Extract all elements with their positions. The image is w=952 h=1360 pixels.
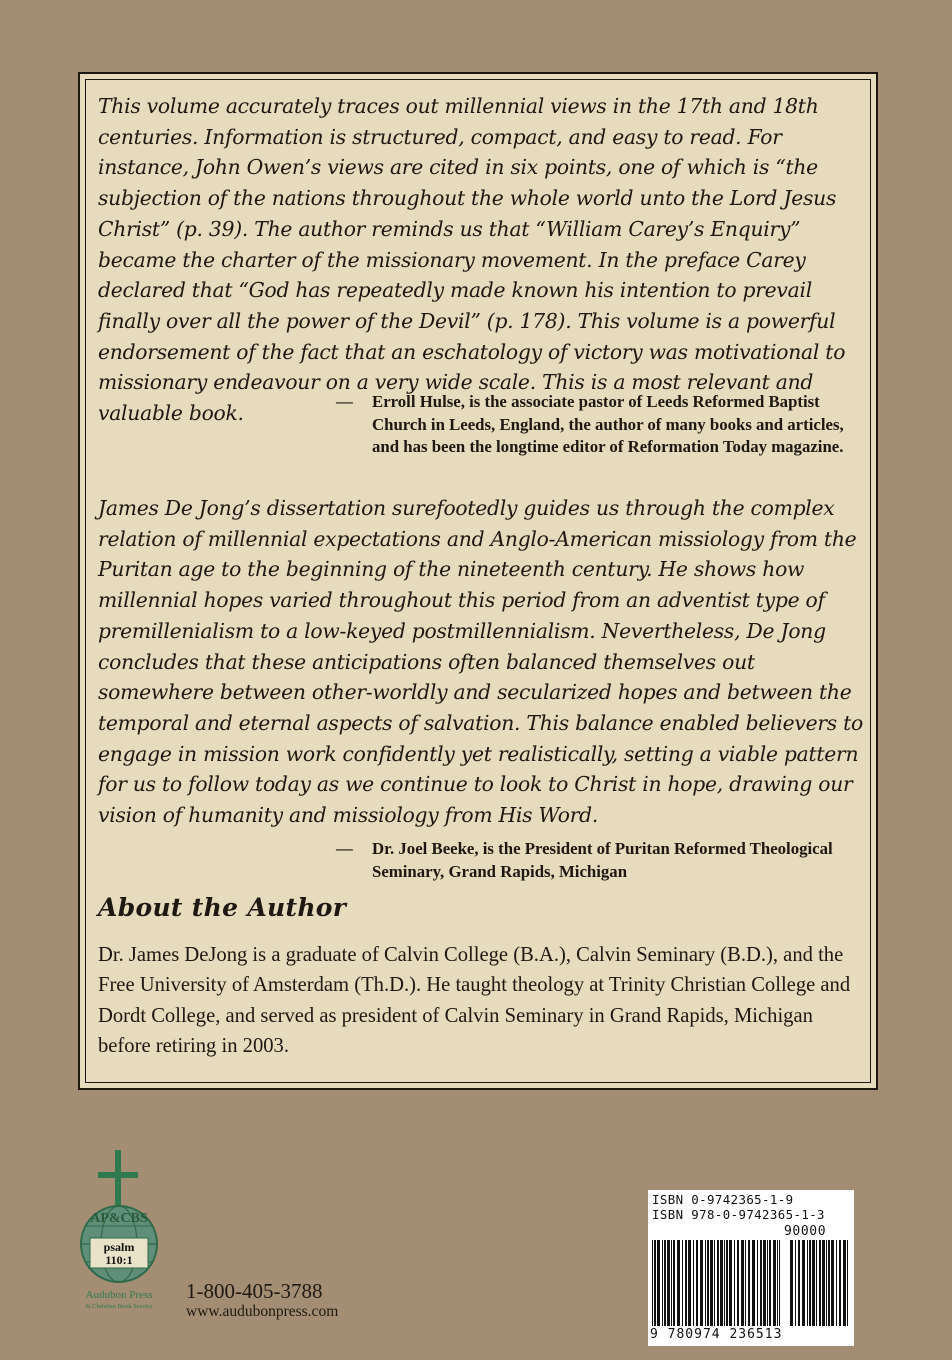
barcode-bar bbox=[737, 1240, 739, 1326]
barcode-bar bbox=[779, 1240, 780, 1326]
ean-number: 9 780974 236513 bbox=[650, 1327, 783, 1342]
barcode-bar bbox=[802, 1240, 805, 1326]
barcode-bar bbox=[819, 1240, 821, 1326]
logo-ap-cbs: AP&CBS bbox=[90, 1211, 148, 1226]
review-1-attribution-block bbox=[336, 391, 862, 459]
barcode-bar bbox=[809, 1240, 811, 1326]
barcode-bar bbox=[696, 1240, 698, 1326]
barcode-bar bbox=[724, 1240, 725, 1326]
barcode-bar bbox=[812, 1240, 815, 1326]
barcode-bar bbox=[720, 1240, 723, 1326]
barcode-bar bbox=[710, 1240, 713, 1326]
barcode-bar bbox=[839, 1240, 841, 1326]
publisher-logo bbox=[64, 1148, 174, 1318]
barcode-bar bbox=[688, 1240, 691, 1326]
barcode-bar bbox=[760, 1240, 762, 1326]
barcode-bar bbox=[836, 1240, 837, 1326]
barcode-bar bbox=[826, 1240, 827, 1326]
barcode-bar bbox=[752, 1240, 755, 1326]
barcode-bar bbox=[714, 1240, 715, 1326]
barcode-bar bbox=[726, 1240, 728, 1326]
logo-psalm: psalm bbox=[103, 1240, 135, 1254]
price-code: 90000 bbox=[784, 1224, 827, 1239]
barcode-bar bbox=[685, 1240, 687, 1326]
barcode-bar bbox=[673, 1240, 675, 1326]
barcode-bar bbox=[777, 1240, 778, 1326]
barcode-bar bbox=[763, 1240, 766, 1326]
about-author-text: Dr. James DeJong is a graduate of Calvin College (B.A.), Calvin Seminary (B.D.), and the Free University of Amsterdam (Th.D.). He taught theology at Trinity Christian College and Dordt College, and served as president of Calvin Seminary in Grand Rapids, Michigan before retiring in 2003. bbox=[98, 944, 851, 1057]
barcode-bar bbox=[667, 1240, 670, 1326]
review-2-dash: — bbox=[336, 839, 353, 858]
review-1-attribution: Erroll Hulse, is the associate pastor of Leeds Reformed Baptist Church in Leeds, England, the author of many books and articles, and has been the longtime editor of Reformation Today magazine. bbox=[372, 392, 844, 456]
barcode-bar bbox=[682, 1240, 683, 1326]
logo-book-service: & Christian Book Service bbox=[85, 1303, 153, 1310]
barcode-bar bbox=[677, 1240, 680, 1326]
review-2-text: James De Jong’s dissertation surefootedly guides us through the complex relation of millennial expectations and Anglo-American missiology from the Puritan age to the beginning of the nineteenth century. He shows how millennial hopes varied throughout this period from an adventist type of premillenialism to a low-keyed postmillennialism. Nevertheless, De Jong concludes that these anticipations often balanced themselves out somewhere between other-worldly and secularized hopes and between the temporal and eternal aspects of salvation. This balance enabled believers to engage in mission work confidently yet realistically, setting a viable pattern for us to follow today as we continue to look to Christ in hope, drawing our vision of humanity and missiology from His Word. bbox=[98, 496, 864, 828]
barcode-bar bbox=[773, 1240, 776, 1326]
barcode-bar bbox=[795, 1240, 796, 1326]
barcode-bar bbox=[767, 1240, 768, 1326]
barcode-bar bbox=[843, 1240, 846, 1326]
barcode-bar bbox=[671, 1240, 672, 1326]
barcode-bar bbox=[662, 1240, 663, 1326]
review-1-text: This volume accurately traces out millennial views in the 17th and 18th centuries. Information is structured, compact, and easy to read. For instance, John Owen’s views are cited in six points, one of which is “the subjection of the nations throughout the whole world unto the Lord Jesus Christ” (p. 39). The author reminds us that “William Carey’s Enquiry” became the charter of the missionary movement. In the preface Carey declared that “God has repeatedly made known his intention to prevail finally over all the power of the Devil” (p. 178). This volume is a powerful endorsement of the fact that an eschatology of victory was motivational to missionary endeavour on a very wide scale. This is a most relevant and valuable book. bbox=[98, 94, 846, 426]
isbn-13: ISBN 978-0-9742365-1-3 bbox=[652, 1207, 825, 1222]
review-2-attribution: Dr. Joel Beeke, is the President of Puritan Reformed Theological Seminary, Grand Rapids, Michigan bbox=[372, 839, 833, 881]
barcode-bar bbox=[700, 1240, 703, 1326]
barcode-bar bbox=[657, 1240, 660, 1326]
barcode-bar bbox=[717, 1240, 719, 1326]
barcode-bar bbox=[745, 1240, 746, 1326]
barcode-bars-main bbox=[652, 1240, 780, 1326]
barcode-bar bbox=[693, 1240, 694, 1326]
barcode-bar bbox=[664, 1240, 666, 1326]
isbn-10: ISBN 0-9742365-1-9 bbox=[652, 1192, 794, 1207]
barcode-bar bbox=[769, 1240, 771, 1326]
review-2-attribution-block bbox=[336, 838, 862, 883]
barcode-bars-addon bbox=[790, 1240, 848, 1326]
barcode-bar bbox=[798, 1240, 800, 1326]
about-author-heading: About the Author bbox=[98, 893, 347, 922]
logo-verse: 110:1 bbox=[105, 1253, 133, 1267]
barcode-bar bbox=[734, 1240, 735, 1326]
barcode-bar bbox=[822, 1240, 825, 1326]
publisher-phone: 1-800-405-3788 bbox=[186, 1279, 323, 1303]
barcode-bar bbox=[847, 1240, 848, 1326]
barcode-bar bbox=[790, 1240, 793, 1326]
barcode-bar bbox=[741, 1240, 744, 1326]
publisher-website: www.audubonpress.com bbox=[186, 1303, 339, 1320]
barcode-bar bbox=[828, 1240, 830, 1326]
barcode-bar bbox=[707, 1240, 709, 1326]
barcode-bar bbox=[748, 1240, 750, 1326]
review-1-dash: — bbox=[336, 392, 353, 411]
barcode-bar bbox=[654, 1240, 656, 1326]
barcode-bar bbox=[729, 1240, 732, 1326]
barcode-bar bbox=[757, 1240, 758, 1326]
barcode-bar bbox=[807, 1240, 808, 1326]
barcode-bar bbox=[816, 1240, 817, 1326]
isbn-barcode bbox=[648, 1190, 854, 1346]
barcode-bar bbox=[652, 1240, 653, 1326]
barcode-bar bbox=[831, 1240, 834, 1326]
logo-audubon-press: Audubon Press bbox=[85, 1289, 153, 1301]
barcode-bar bbox=[705, 1240, 706, 1326]
